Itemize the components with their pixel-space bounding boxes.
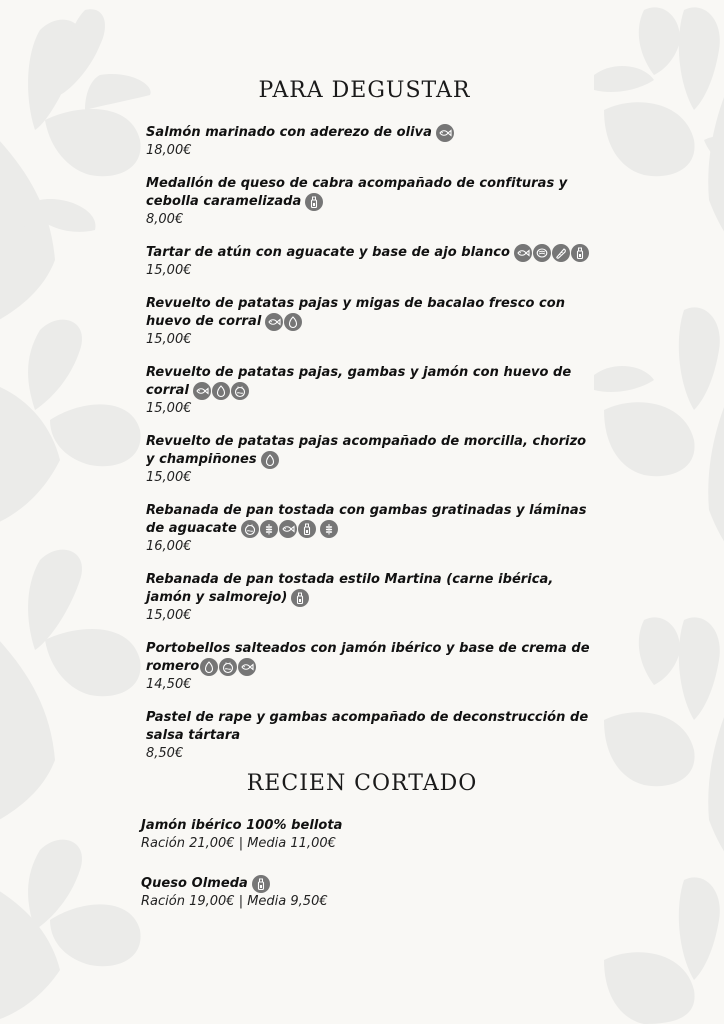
menu-item <box>146 244 596 280</box>
item-price: Ración 21,00€ | Media 11,00€ <box>141 836 336 851</box>
item-price: 18,00€ <box>146 143 192 158</box>
allergen-icons <box>514 244 589 262</box>
menu-item <box>146 433 596 487</box>
item-name: Revuelto de patatas pajas y migas de bacalao fresco con huevo de corral <box>146 296 566 329</box>
item-price: 16,00€ <box>146 539 192 554</box>
menu-item <box>146 364 596 418</box>
allergen-icons <box>291 589 309 607</box>
item-name: Tartar de atún con aguacate y base de ajo blanco <box>146 245 510 260</box>
allergen-icons <box>305 193 323 211</box>
egg-icon <box>261 451 279 469</box>
menu-item <box>141 817 591 853</box>
allergen-icons <box>193 382 249 400</box>
nuts-icon <box>552 244 570 262</box>
item-price: 15,00€ <box>146 401 192 416</box>
item-name: Revuelto de patatas pajas, gambas y jamón con huevo de corral <box>146 365 572 398</box>
egg-icon <box>212 382 230 400</box>
menu-item <box>146 640 596 694</box>
item-price: 15,00€ <box>146 608 192 623</box>
fish-icon <box>436 124 454 142</box>
section-title-para-degustar: PARA DEGUSTAR <box>258 78 471 103</box>
egg-icon <box>200 658 218 676</box>
section-items-para-degustar <box>146 124 596 763</box>
menu-item <box>146 295 596 349</box>
item-name: Jamón ibérico 100% bellota <box>141 818 343 833</box>
allergen-icons <box>252 875 270 893</box>
mollusc-icon <box>533 244 551 262</box>
item-price: 15,00€ <box>146 332 192 347</box>
section-items-recien-cortado <box>141 817 591 911</box>
item-price: 15,00€ <box>146 263 192 278</box>
allergen-icons <box>200 658 256 676</box>
item-name: Queso Olmeda <box>141 876 248 891</box>
fish-icon <box>279 520 297 538</box>
milk-bottle-icon <box>291 589 309 607</box>
fish-icon <box>514 244 532 262</box>
fish-icon <box>265 313 283 331</box>
menu-item <box>146 502 596 556</box>
egg-icon <box>284 313 302 331</box>
item-price: 14,50€ <box>146 677 192 692</box>
menu-item <box>146 124 596 160</box>
crustacean-icon <box>241 520 259 538</box>
item-name: Pastel de rape y gambas acompañado de deconstrucción de salsa tártara <box>146 710 589 743</box>
item-name: Medallón de queso de cabra acompañado de confituras y cebolla caramelizada <box>146 176 568 209</box>
crustacean-icon <box>231 382 249 400</box>
allergen-icons <box>265 313 302 331</box>
crustacean-icon <box>219 658 237 676</box>
item-price: 15,00€ <box>146 470 192 485</box>
item-price: 8,00€ <box>146 212 184 227</box>
item-name: Salmón marinado con aderezo de oliva <box>146 125 432 140</box>
milk-bottle-icon <box>252 875 270 893</box>
menu-item <box>146 175 596 229</box>
allergen-icons <box>241 520 338 538</box>
wheat-icon <box>260 520 278 538</box>
fish-icon <box>238 658 256 676</box>
milk-bottle-icon <box>298 520 316 538</box>
item-name: Rebanada de pan tostada estilo Martina (carne ibérica, jamón y salmorejo) <box>146 572 554 605</box>
milk-bottle-icon <box>305 193 323 211</box>
item-price: Ración 19,00€ | Media 9,50€ <box>141 894 328 909</box>
fish-icon <box>193 382 211 400</box>
item-name: Portobellos salteados con jamón ibérico y base de crema de romero <box>146 641 590 674</box>
wheat-icon <box>320 520 338 538</box>
milk-bottle-icon <box>571 244 589 262</box>
item-name: Rebanada de pan tostada con gambas gratinadas y láminas de aguacate <box>146 503 587 536</box>
menu-item <box>141 875 591 911</box>
menu-item <box>146 571 596 625</box>
item-name: Revuelto de patatas pajas acompañado de morcilla, chorizo y champiñones <box>146 434 587 467</box>
menu-item <box>146 709 596 763</box>
allergen-icons <box>261 451 279 469</box>
allergen-icons <box>436 124 454 142</box>
item-price: 8,50€ <box>146 746 184 761</box>
section-title-recien-cortado: RECIEN CORTADO <box>246 771 478 796</box>
